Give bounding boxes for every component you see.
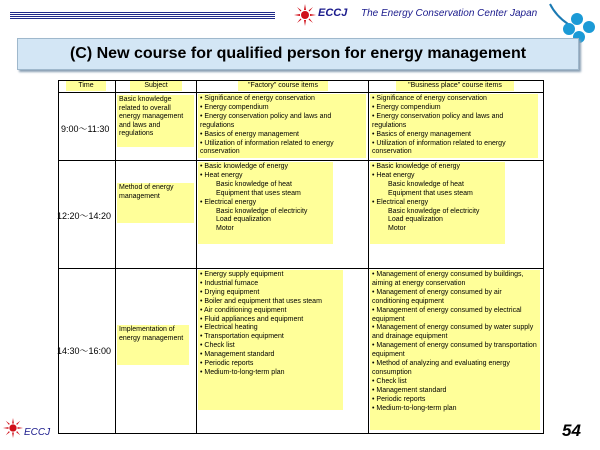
list-item: • Heat energy <box>372 171 415 179</box>
organization-name: The Energy Conservation Center Japan <box>361 8 538 19</box>
list-item: • Energy conservation policy and laws and regulations <box>372 112 504 129</box>
header-business: "Business place" course items <box>396 81 514 91</box>
list-item: • Energy supply equipment <box>200 271 284 278</box>
footer-logo-text: ECCJ <box>24 427 51 438</box>
table-divider <box>196 80 197 433</box>
list-item: Motor <box>216 225 234 233</box>
list-item: • Electrical energy <box>200 198 257 206</box>
table-divider <box>58 160 543 161</box>
list-item: • Energy conservation policy and laws and regulations <box>200 112 332 129</box>
list-item: • Industrial furnace <box>200 279 259 287</box>
list-item: Load equalization <box>388 216 443 224</box>
list-item: • Management of energy consumed by air conditioning equipment <box>372 288 502 305</box>
list-item: • Energy compendium <box>200 103 269 111</box>
list-item: • Management of energy consumed by transportation equipment <box>372 342 537 359</box>
list-item: • Significance of energy conservation <box>200 95 315 102</box>
list-item: • Air conditioning equipment <box>200 306 287 314</box>
list-item: • Management standard <box>372 386 447 394</box>
factory-items <box>198 162 333 244</box>
business-items <box>370 94 538 158</box>
page-number: 54 <box>562 421 581 440</box>
row-subject: Method of energy management <box>117 183 194 223</box>
list-item: • Management of energy consumed by buildings, aiming at energy conservation <box>372 271 524 287</box>
list-item: • Utilization of information related to energy conservation <box>200 139 334 156</box>
row-time: 9:00～11:30 <box>61 124 110 134</box>
header-factory: "Factory" course items <box>238 81 328 91</box>
list-item: Equipment that uses steam <box>216 189 301 197</box>
list-item: • Check list <box>200 342 235 350</box>
list-item: • Basic knowledge of energy <box>200 163 289 170</box>
list-item: • Electrical energy <box>372 198 429 206</box>
list-item: • Basics of energy management <box>200 130 299 138</box>
list-item: • Management standard <box>200 351 275 359</box>
list-item: Basic knowledge of electricity <box>216 207 308 215</box>
business-items <box>370 270 540 430</box>
table-divider <box>368 80 369 433</box>
list-item: • Basics of energy management <box>372 130 471 138</box>
list-item: • Boiler and equipment that uses steam <box>200 297 322 305</box>
list-item: Basic knowledge of heat <box>388 180 464 188</box>
list-item: • Fluid appliances and equipment <box>200 315 304 323</box>
factory-items <box>198 94 366 158</box>
slide-title-box <box>17 38 579 70</box>
row-subject: Implementation of energy management <box>117 325 189 365</box>
row-subject: Basic knowledge related to overall energy management and laws and regulations <box>117 95 194 147</box>
list-item: • Utilization of information related to energy conservation <box>372 139 506 156</box>
list-item: • Heat energy <box>200 171 243 179</box>
eccj-sun-logo-icon <box>3 418 23 438</box>
table-divider <box>58 268 543 269</box>
list-item: • Management of energy consumed by water supply and drainage equipment <box>372 324 534 341</box>
list-item: • Periodic reports <box>200 360 254 368</box>
row-time: 12:20～14:20 <box>57 211 112 221</box>
list-item: Load equalization <box>216 216 271 224</box>
factory-items <box>198 270 343 410</box>
business-items <box>370 162 505 244</box>
slide-title: (C) New course for qualified person for energy management <box>69 45 527 62</box>
list-item: • Management of energy consumed by electrical equipment <box>372 306 522 323</box>
list-item: • Energy compendium <box>372 103 441 111</box>
list-item: • Medium-to-long-term plan <box>200 368 285 376</box>
list-item: • Method of analyzing and evaluating energy consumption <box>372 360 510 376</box>
table-divider <box>58 92 543 93</box>
list-item: • Periodic reports <box>372 395 426 403</box>
list-item: • Significance of energy conservation <box>372 95 487 102</box>
list-item: Basic knowledge of heat <box>216 180 292 188</box>
eccj-sun-logo-icon <box>294 4 316 26</box>
eccj-logo-text: ECCJ <box>318 7 348 19</box>
header-subject: Subject <box>130 81 182 91</box>
list-item: Basic knowledge of electricity <box>388 207 480 215</box>
header-rule <box>10 12 275 19</box>
table-divider <box>115 80 116 433</box>
list-item: • Electrical heating <box>200 324 258 332</box>
list-item: • Drying equipment <box>200 288 260 296</box>
list-item: • Transportation equipment <box>200 333 284 341</box>
list-item: Motor <box>388 225 406 233</box>
list-item: • Check list <box>372 377 407 385</box>
list-item: Equipment that uses steam <box>388 189 473 197</box>
list-item: • Medium-to-long-term plan <box>372 404 457 412</box>
header-time: Time <box>66 81 106 91</box>
list-item: • Basic knowledge of energy <box>372 163 461 170</box>
row-time: 14:30～16:00 <box>57 346 112 356</box>
